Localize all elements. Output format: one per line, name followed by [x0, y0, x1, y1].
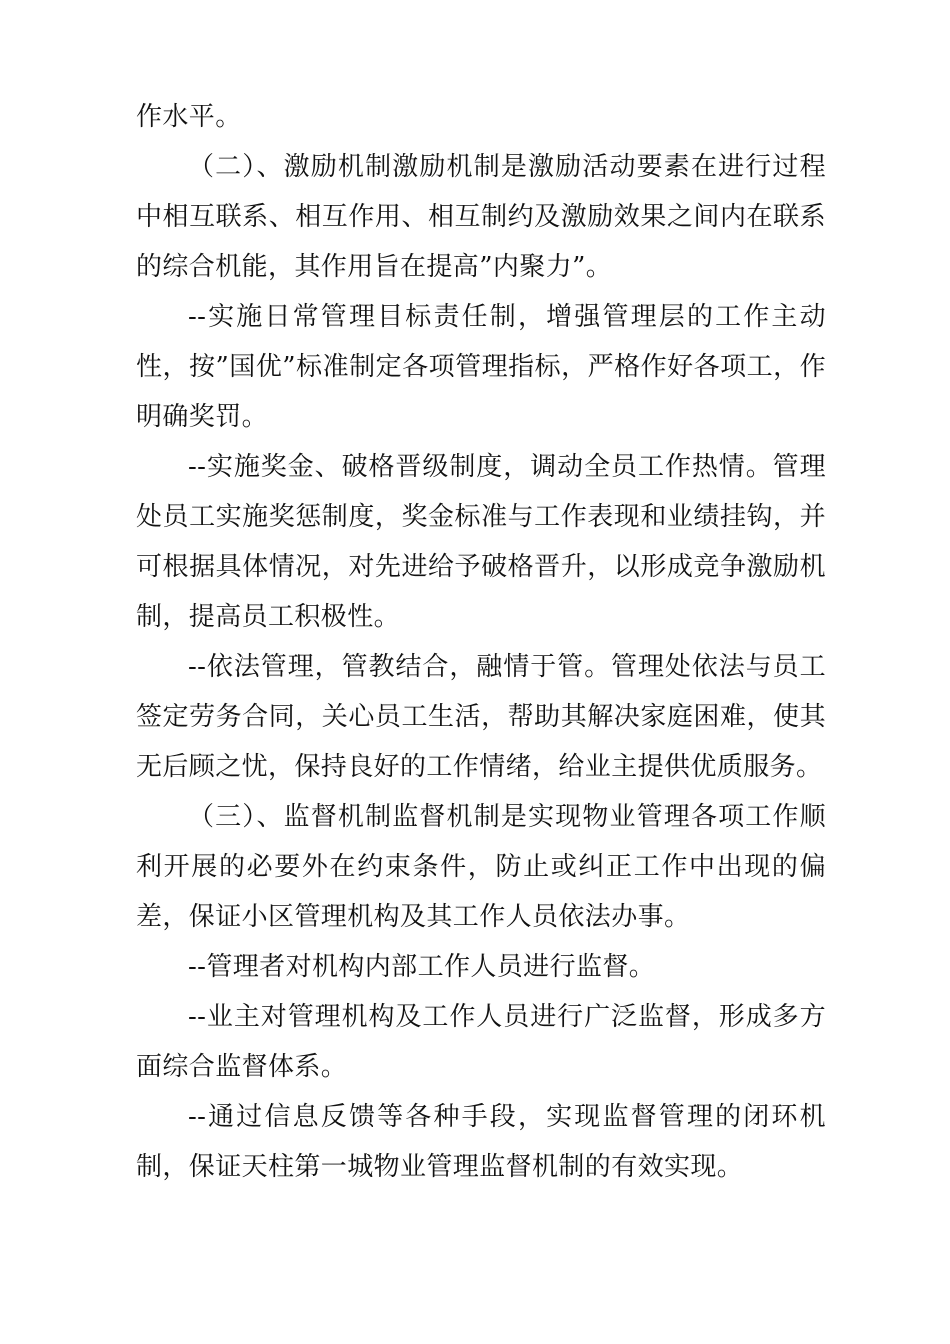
paragraph-target-responsibility: --实施日常管理目标责任制，增强管理层的工作主动性，按”国优”标准制定各项管理指标，严格作好各项工，作明确奖罚。	[136, 302, 826, 432]
paragraph-bonus-promotion: --实施奖金、破格晋级制度，调动全员工作热情。管理处员工实施奖惩制度，奖金标准与工作表现和业绩挂钩，并可根据具体情况，对先进给予破格晋升，以形成竞争激励机制，提高员工积极性。	[136, 452, 826, 632]
paragraph-feedback-loop: --通过信息反馈等各种手段，实现监督管理的闭环机制，保证天柱第一城物业管理监督机制的有效实现。	[136, 1102, 826, 1182]
paragraph-lawful-management: --依法管理，管教结合，融情于管。管理处依法与员工签定劳务合同，关心员工生活，帮助其解决家庭困难，使其无后顾之忧，保持良好的工作情绪，给业主提供优质服务。	[136, 652, 826, 782]
paragraph-internal-supervision: --管理者对机构内部工作人员进行监督。	[188, 952, 656, 982]
paragraph-continuation: 作水平。	[136, 102, 242, 132]
paragraph-incentive-mechanism: （二）、激励机制激励机制是激励活动要素在进行过程中相互联系、相互作用、相互制约及激励效果之间内在联系的综合机能，其作用旨在提高”内聚力”。	[136, 152, 826, 282]
paragraph-owner-supervision: --业主对管理机构及工作人员进行广泛监督，形成多方面综合监督体系。	[136, 1002, 826, 1082]
paragraph-supervision-mechanism: （三）、监督机制监督机制是实现物业管理各项工作顺利开展的必要外在约束条件，防止或纠正工作中出现的偏差，保证小区管理机构及其工作人员依法办事。	[136, 802, 826, 932]
document-body	[136, 92, 826, 1192]
